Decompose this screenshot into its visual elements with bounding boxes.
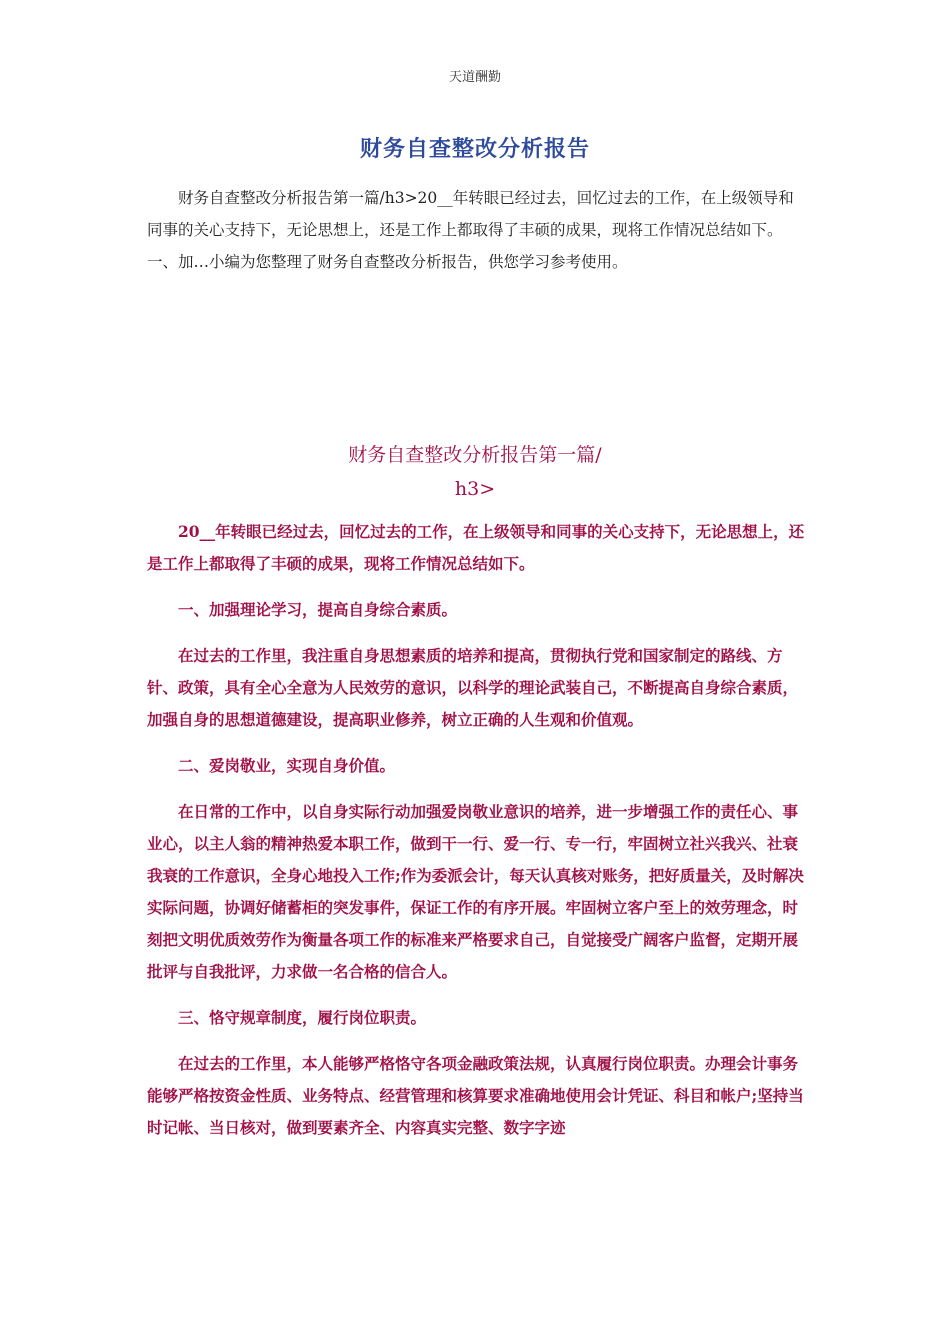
section-body — [147, 516, 809, 1158]
body-heading-1: 一、加强理论学习，提高自身综合素质。 — [178, 600, 458, 619]
document-title: 财务自查整改分析报告 — [359, 136, 590, 162]
section-title-line-2: h3> — [454, 478, 496, 500]
body-heading-2: 二、爱岗敬业，实现自身价值。 — [178, 756, 396, 775]
section-title-line-1: 财务自查整改分析报告第一篇/ — [348, 444, 602, 466]
body-paragraph: 在过去的工作里，我注重自身思想素质的培养和提高，贯彻执行党和国家制定的路线、方针、政策，具有全心全意为人民效劳的意识，以科学的理论武装自己，不断提高自身综合素质，加强自身的思想道德建设，提高职业修养，树立正确的人生观和价值观。 — [147, 646, 799, 729]
page-header: 天道酬勤 — [448, 70, 501, 85]
body-paragraph: 在过去的工作里，本人能够严格恪守各项金融政策法规，认真履行岗位职责。办理会计事务能够严格按资金性质、业务特点、经营管理和核算要求准确地使用会计凭证、科目和帐户;坚持当时记帐、当日核对，做到要素齐全、内容真实完整、数字字迹 — [147, 1054, 804, 1137]
section-title — [0, 438, 950, 506]
body-heading-3: 三、恪守规章制度，履行岗位职责。 — [178, 1008, 427, 1027]
body-paragraph: 在日常的工作中，以自身实际行动加强爱岗敬业意识的培养，进一步增强工作的责任心、事业心，以主人翁的精神热爱本职工作，做到干一行、爱一行、专一行，牢固树立社兴我兴、社衰我衰的工作意识，全身心地投入工作;作为委派会计，每天认真核对账务，把好质量关，及时解决实际问题，协调好储蓄柜的突发事件，保证工作的有序开展。牢固树立客户至上的效劳理念，时刻把文明优质效劳作为衡量各项工作的标准来严格要求自己，自觉接受广阔客户监督，定期开展批评与自我批评，力求做一名合格的信合人。 — [147, 802, 804, 981]
document-summary: 财务自查整改分析报告第一篇/h3>20__年转眼已经过去，回忆过去的工作，在上级领导和同事的关心支持下，无论思想上，还是工作上都取得了丰硕的成果，现将工作情况总结如下。一、加…小编为您整理了财务自查整改分析报告，供您学习参考使用。 — [147, 189, 794, 271]
body-paragraph: 20__年转眼已经过去，回忆过去的工作，在上级领导和同事的关心支持下，无论思想上，还是工作上都取得了丰硕的成果，现将工作情况总结如下。 — [147, 522, 805, 573]
